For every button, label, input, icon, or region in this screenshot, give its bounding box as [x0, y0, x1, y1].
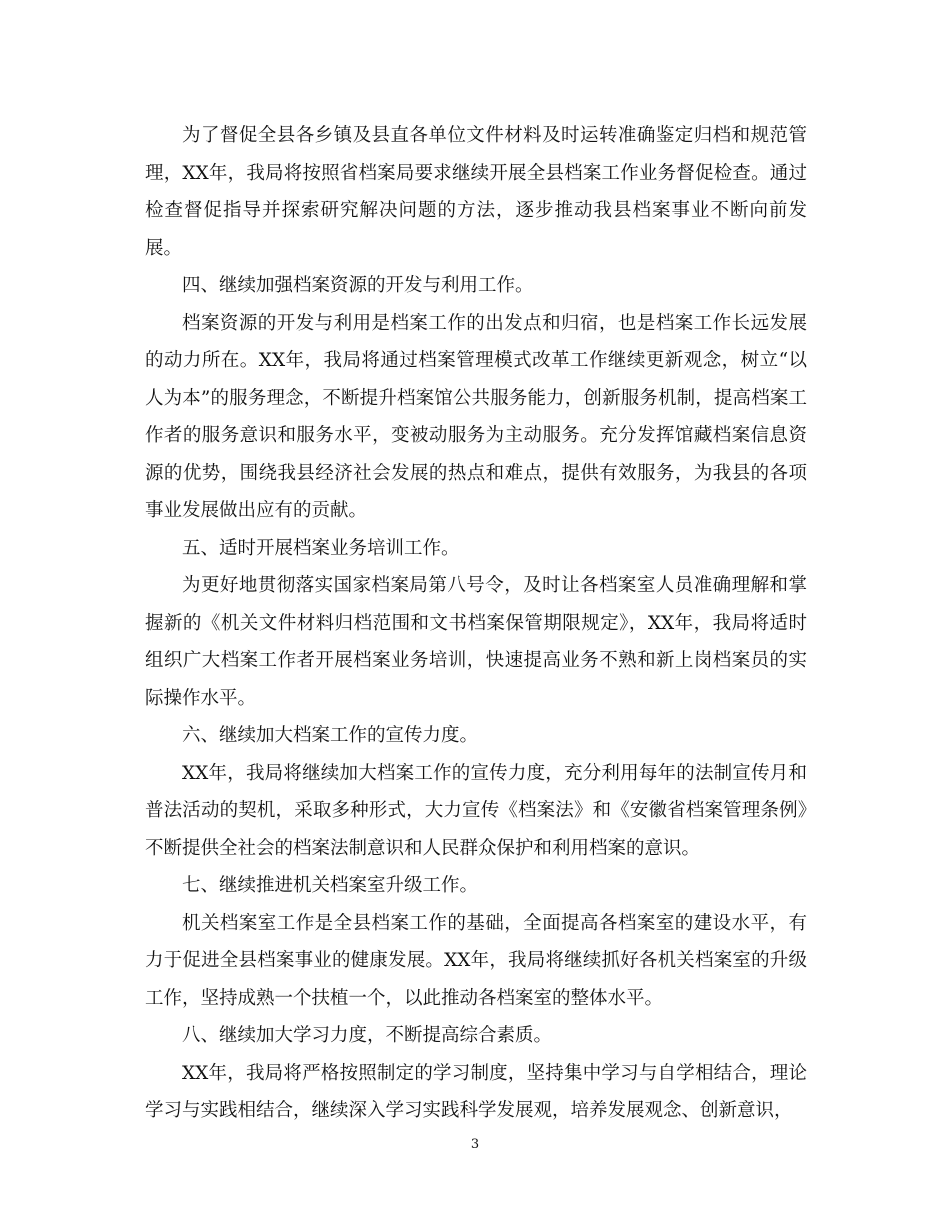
paragraph-archive-room-upgrade: 机关档案室工作是全县档案工作的基础，全面提高各档案室的建设水平，有力于促进全县档案事业的健康发展。XX年，我局将继续抓好各机关档案室的升级工作，坚持成熟一个扶植一个，以此推动各档案室的整体水平。 — [145, 912, 807, 1009]
section-heading-8: 八、继续加大学习力度，不断提高综合素质。 — [182, 1025, 553, 1046]
paragraph-archive-resources: 档案资源的开发与利用是档案工作的出发点和归宿，也是档案工作长远发展的动力所在。XX年，我局将通过档案管理模式改革工作继续更新观念，树立“以人为本”的服务理念，不断提升档案馆公共服务能力，创新服务机制，提高档案工作者的服务意识和服务水平，变被动服务为主动服务。充分发挥馆藏档案信息资源的优势，围绕我县经济社会发展的热点和难点，提供有效服务，为我县的各项事业发展做出应有的贡献。 — [145, 312, 807, 521]
section-heading-7: 七、继续推进机关档案室升级工作。 — [182, 875, 479, 896]
paragraph-training: 为更好地贯彻落实国家档案局第八号令，及时让各档案室人员准确理解和掌握新的《机关文件材料归档范围和文书档案保管期限规定》，XX年，我局将适时组织广大档案工作者开展档案业务培训，快速提高业务不熟和新上岗档案员的实际操作水平。 — [145, 575, 807, 709]
section-heading-6: 六、继续加大档案工作的宣传力度。 — [182, 725, 479, 746]
paragraph-publicity: XX年，我局将继续加大档案工作的宣传力度，充分利用每年的法制宣传月和普法活动的契机，采取多种形式，大力宣传《档案法》和《安徽省档案管理条例》不断提供全社会的档案法制意识和人民群众保护和利用档案的意识。 — [145, 762, 807, 859]
section-heading-4: 四、继续加强档案资源的开发与利用工作。 — [182, 275, 534, 296]
page-number: 3 — [470, 1137, 480, 1152]
document-body — [145, 117, 807, 1130]
section-heading-5: 五、适时开展档案业务培训工作。 — [182, 537, 460, 559]
paragraph-supervision-inspection: 为了督促全县各乡镇及县直各单位文件材料及时运转准确鉴定归档和规范管理，XX年，我局将按照省档案局要求继续开展全县档案工作业务督促检查。通过检查督促指导并探索研究解决问题的方法，逐步推动我县档案事业不断向前发展。 — [145, 125, 807, 259]
paragraph-study: XX年，我局将严格按照制定的学习制度，坚持集中学习与自学相结合，理论学习与实践相结合，继续深入学习实践科学发展观，培养发展观念、创新意识， — [145, 1062, 807, 1121]
